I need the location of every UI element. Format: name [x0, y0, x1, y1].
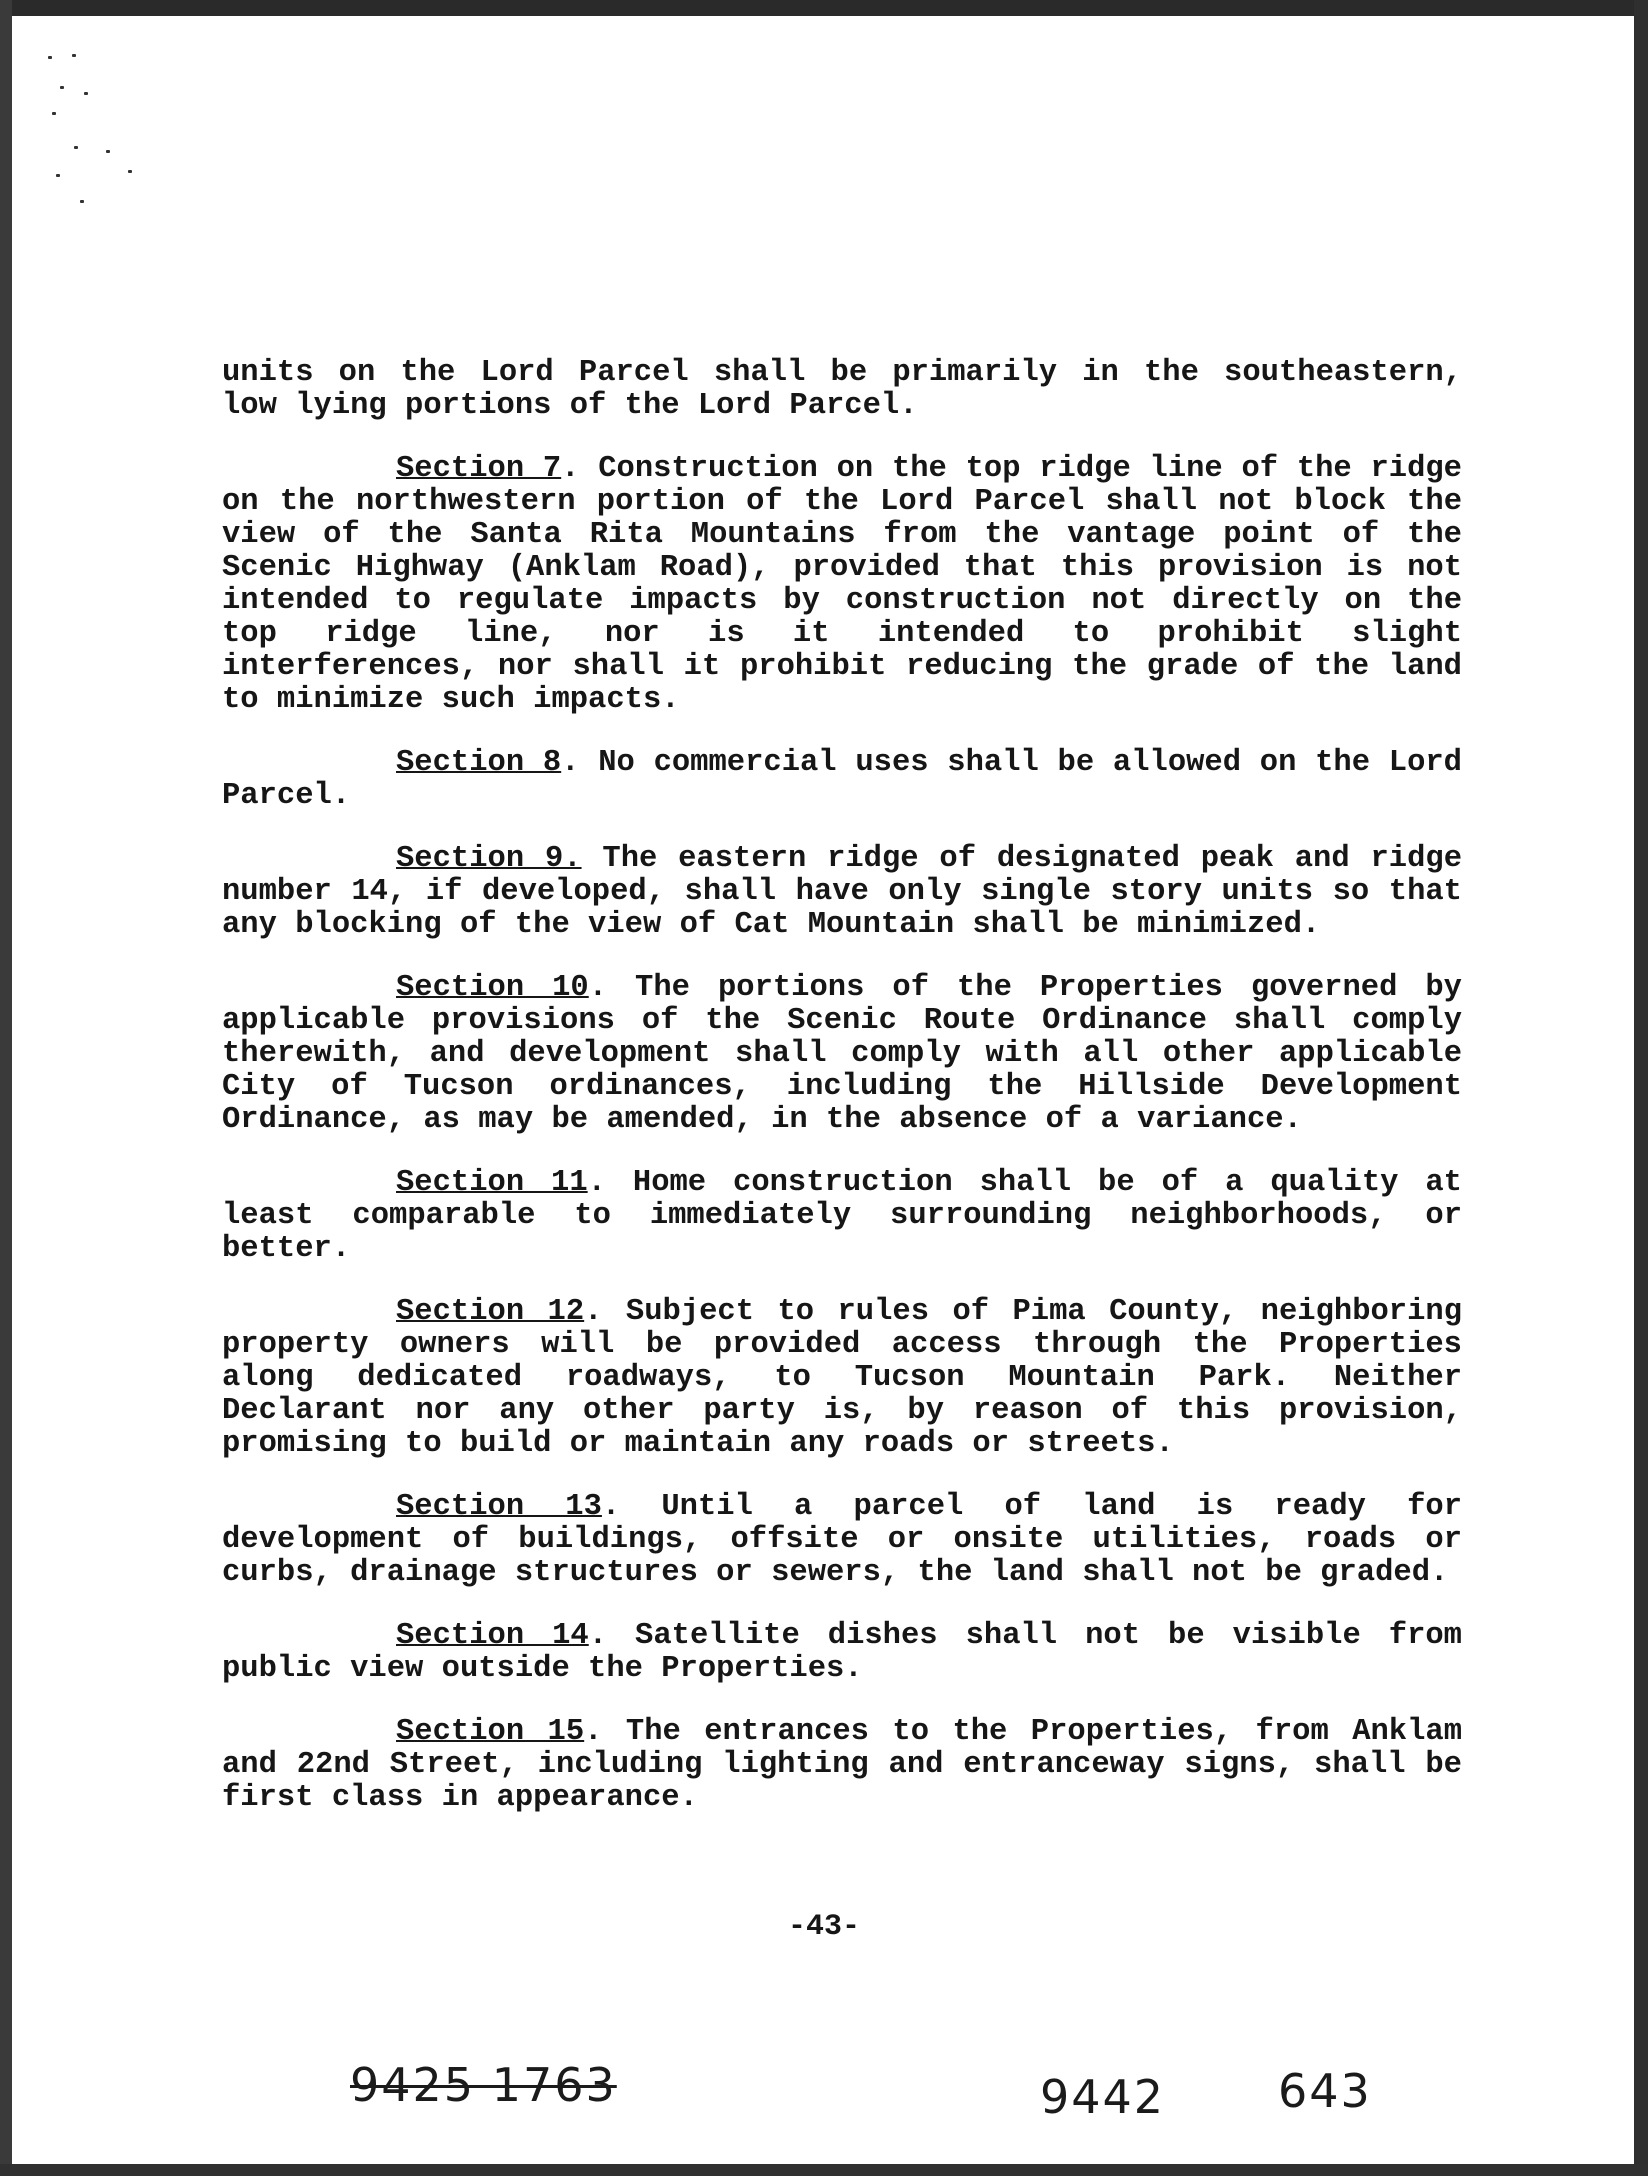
scan-edge-top — [0, 0, 1648, 16]
scan-speck — [80, 200, 84, 203]
scan-speck — [60, 86, 64, 89]
document-body — [222, 357, 1462, 1845]
section-11-paragraph — [222, 1167, 1462, 1266]
scan-speck — [56, 174, 60, 177]
section-8-paragraph — [222, 747, 1462, 813]
scan-speck — [72, 54, 76, 57]
section-label: Section 13 — [396, 1490, 602, 1524]
paragraph-text: . Until a parcel of land is ready for development of buildings, offsite or onsite utilities, roads or curbs, drainage structures or sewers, the land shall not be graded. — [222, 1490, 1463, 1590]
section-label: Section 15 — [396, 1715, 585, 1749]
section-label: Section 12 — [396, 1295, 585, 1329]
scan-edge-bottom — [0, 2164, 1648, 2176]
paragraph-text: . Construction on the top ridge line of the ridge on the northwestern portion of the Lord Parcel shall not block the view of the Santa Rita Mountains from the vantage point of the Scenic Highway (Anklam Road), provided that this provision is not intended to regulate impacts by construction not directly on the top ridge line, nor is it intended to prohibit slight interferences, nor shall it prohibit reducing the grade of the land to minimize such impacts. — [222, 452, 1462, 717]
section-label: Section 8 — [396, 746, 562, 780]
scan-speck — [106, 150, 110, 153]
handwritten-book-number: 9442 — [1040, 2070, 1166, 2124]
handwritten-page-number: 643 — [1278, 2064, 1372, 2118]
scan-speck — [52, 112, 56, 115]
section-7-paragraph — [222, 453, 1462, 717]
section-label: Section 10 — [396, 971, 589, 1005]
handwritten-crossed-number: 9425 1763 — [350, 2058, 617, 2112]
paragraph-continuation — [222, 357, 1462, 423]
page-number: -43- — [787, 1910, 860, 1944]
paragraph-text: The eastern ridge of designated peak and ridge number 14, if developed, shall have only single story units so that any blocking of the view of Cat Mountain shall be minimized. — [222, 842, 1462, 942]
paragraph-text: . Subject to rules of Pima County, neighboring property owners will be provided access through the Properties along dedicated roadways, to Tucson Mountain Park. Neither Declarant nor any other party is, by reason of this provision, promising to build or maintain any roads or streets. — [222, 1295, 1463, 1461]
section-10-paragraph — [222, 972, 1462, 1137]
paragraph-text: . The portions of the Properties governed by applicable provisions of the Scenic Route Ordinance shall comply therewith, and development shall comply with all other applicable City of Tucson ordinances, including the Hillside Development Ordinance, as may be amended, in the absence of a variance. — [222, 971, 1462, 1137]
section-label: Section 9. — [396, 842, 582, 876]
section-label: Section 11 — [396, 1166, 588, 1200]
section-label: Section 14 — [396, 1619, 589, 1653]
paragraph-text: . Home construction shall be of a quality at least comparable to immediately surrounding neighborhoods, or better. — [222, 1166, 1462, 1266]
scan-specks — [44, 50, 134, 220]
section-label: Section 7 — [396, 452, 562, 486]
paragraph-text: units on the Lord Parcel shall be primarily in the southeastern, low lying portions of the Lord Parcel. — [222, 356, 1462, 423]
section-14-paragraph — [222, 1620, 1462, 1686]
scan-edge-right — [1634, 0, 1648, 2176]
scan-edge-left — [0, 0, 12, 2176]
section-9-paragraph — [222, 843, 1462, 942]
section-13-paragraph — [222, 1491, 1462, 1590]
scan-speck — [74, 146, 78, 149]
scan-speck — [84, 92, 88, 95]
paragraph-text: . Satellite dishes shall not be visible from public view outside the Properties. — [222, 1619, 1462, 1686]
scan-speck — [128, 170, 132, 173]
section-12-paragraph — [222, 1296, 1462, 1461]
paragraph-text: . No commercial uses shall be allowed on the Lord Parcel. — [222, 746, 1462, 813]
scan-speck — [48, 56, 52, 59]
paragraph-text: . The entrances to the Properties, from Anklam and 22nd Street, including lighting and entranceway signs, shall be first class in appearance. — [222, 1715, 1463, 1815]
section-15-paragraph — [222, 1716, 1462, 1815]
